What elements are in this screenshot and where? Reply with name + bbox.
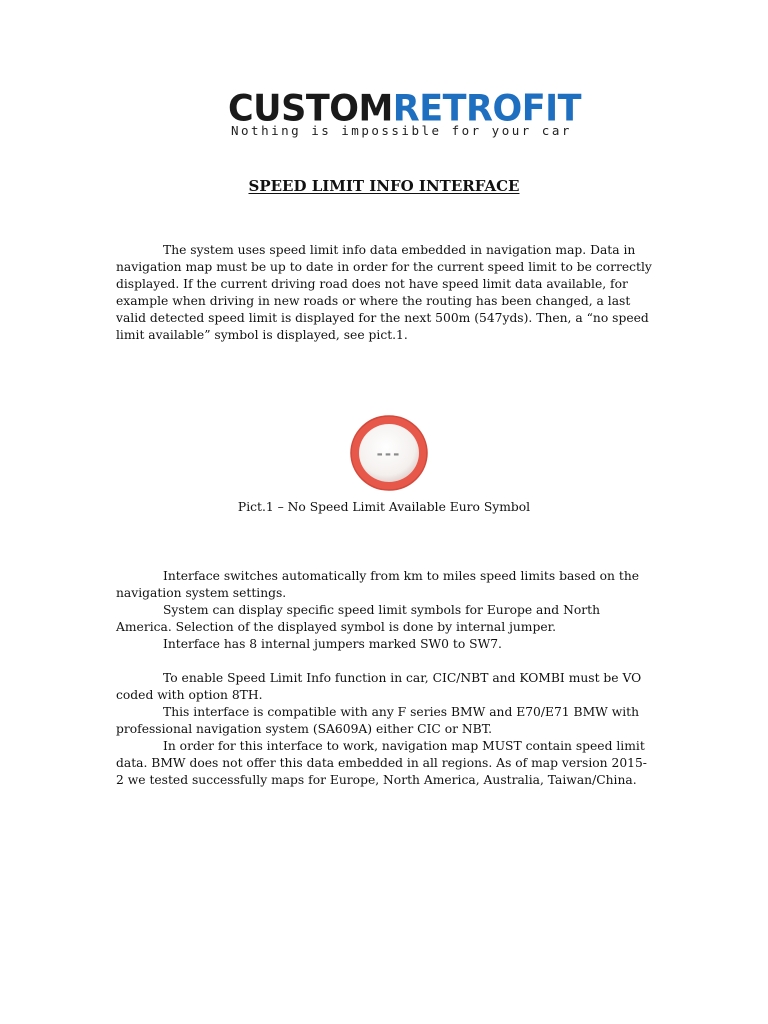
paragraph-jumpers: Interface has 8 internal jumpers marked SW0 to SW7. [163,637,502,651]
intro-section [116,242,652,344]
paragraph-compatibility: This interface is compatible with any F series BMW and E70/E71 BMW with professional navigation system (SA609A) either CIC or NBT. [116,705,640,736]
logo-wordmark-custom: CUSTOM [228,88,393,130]
document-title: SPEED LIMIT INFO INTERFACE [248,177,520,195]
no-speed-limit-symbol [348,413,430,493]
intro-paragraph: The system uses speed limit info data embedded in navigation map. Data in navigation map must be up to date in order for the current speed limit to be correctly displayed. If the current driving road does not have speed limit data available, for example when driving in new roads or where the routing has been changed, a last valid detected speed limit is displayed for the next 500m (547yds). Then, a “no speed limit available” symbol is displayed, see pict.1. [116,243,652,342]
logo-wordmark-retrofit: RETROFIT [392,88,582,130]
paragraph-spacer [116,653,652,670]
features-section [116,568,652,789]
logo-tagline: Nothing is impossible for your car [231,123,572,138]
symbol-dashes: --- [376,445,402,463]
paragraph-region-symbols: System can display specific speed limit symbols for Europe and North America. Selection of the displayed symbol is done by internal jumper. [116,603,600,634]
paragraph-map-requirements: In order for this interface to work, navigation map MUST contain speed limit data. BMW does not offer this data embedded in all regions. As of map version 2015-2 we tested successfully maps for Europe, North America, Australia, Taiwan/China. [116,739,647,787]
brand-logo [228,88,582,140]
figure-caption: Pict.1 – No Speed Limit Available Euro Symbol [237,500,531,514]
paragraph-unit-switching: Interface switches automatically from km to miles speed limits based on the navigation system settings. [116,569,640,600]
paragraph-vo-coding: To enable Speed Limit Info function in car, CIC/NBT and KOMBI must be VO coded with option 8TH. [116,671,642,702]
